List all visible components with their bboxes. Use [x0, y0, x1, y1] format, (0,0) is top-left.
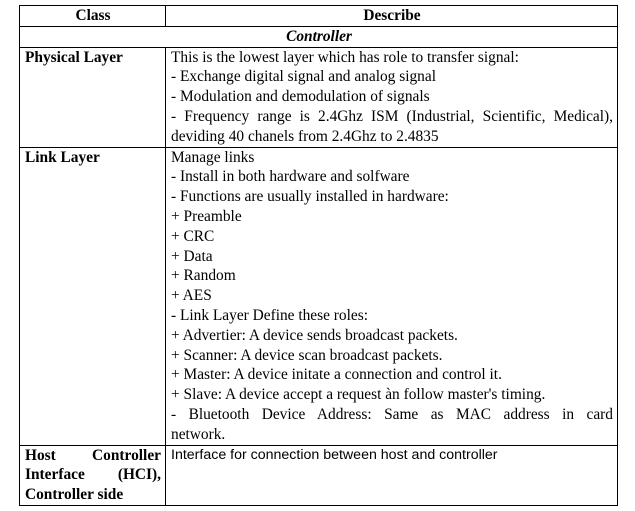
describe-line: + Advertier: A device sends broadcast packets.: [171, 326, 458, 344]
class-label: Link Layer: [25, 148, 100, 166]
header-class: Class: [20, 6, 166, 27]
table-row: [20, 147, 618, 445]
describe-line: - Frequency range is 2.4Ghz ISM (Industrial, Scientific, Medical),: [171, 107, 613, 125]
describe-line: - Install in both hardware and solfware: [171, 168, 410, 186]
describe-line: - Modulation and demodulation of signals: [171, 88, 430, 106]
describe-cell: [166, 147, 618, 445]
describe-cell: [166, 47, 618, 147]
table-row: [20, 47, 618, 147]
describe-line: + Master: A device initate a connection and control it.: [171, 366, 502, 384]
describe-line: + Slave: A device accept a request àn follow master's timing.: [171, 386, 546, 404]
describe-line: Interface for connection between host and controller: [171, 446, 498, 463]
describe-line: + Preamble: [171, 207, 242, 225]
class-cell: [20, 47, 166, 147]
describe-line: + Data: [171, 247, 213, 265]
content-table: [19, 5, 618, 506]
describe-line: + Random: [171, 267, 236, 285]
class-label: Physical Layer: [25, 48, 123, 66]
describe-line: - Exchange digital signal and analog signal: [171, 68, 436, 86]
describe-line: + AES: [171, 287, 212, 305]
describe-line: network.: [171, 425, 226, 443]
describe-line: - Bluetooth Device Address: Same as MAC address in card: [171, 405, 613, 423]
describe-line: + CRC: [171, 227, 215, 245]
describe-line: deviding 40 chanels from 2.4Ghz to 2.4835: [171, 127, 439, 145]
describe-line: This is the lowest layer which has role to transfer signal:: [171, 48, 519, 66]
describe-cell: [166, 445, 618, 505]
table-row: [20, 445, 618, 505]
header-describe: Describe: [166, 6, 618, 27]
class-cell: [20, 445, 166, 505]
class-label: Host Controller: [25, 446, 161, 464]
section-title: Controller: [20, 26, 618, 47]
describe-line: Manage links: [171, 148, 255, 166]
section-row: [20, 26, 618, 47]
describe-line: + Scanner: A device scan broadcast packets.: [171, 346, 443, 364]
class-label: Controller side: [25, 486, 124, 504]
class-cell: [20, 147, 166, 445]
describe-line: - Link Layer Define these roles:: [171, 306, 369, 324]
describe-line: - Functions are usually installed in hardware:: [171, 188, 449, 206]
class-label: Interface (HCI),: [25, 466, 161, 484]
header-row: [20, 6, 618, 27]
